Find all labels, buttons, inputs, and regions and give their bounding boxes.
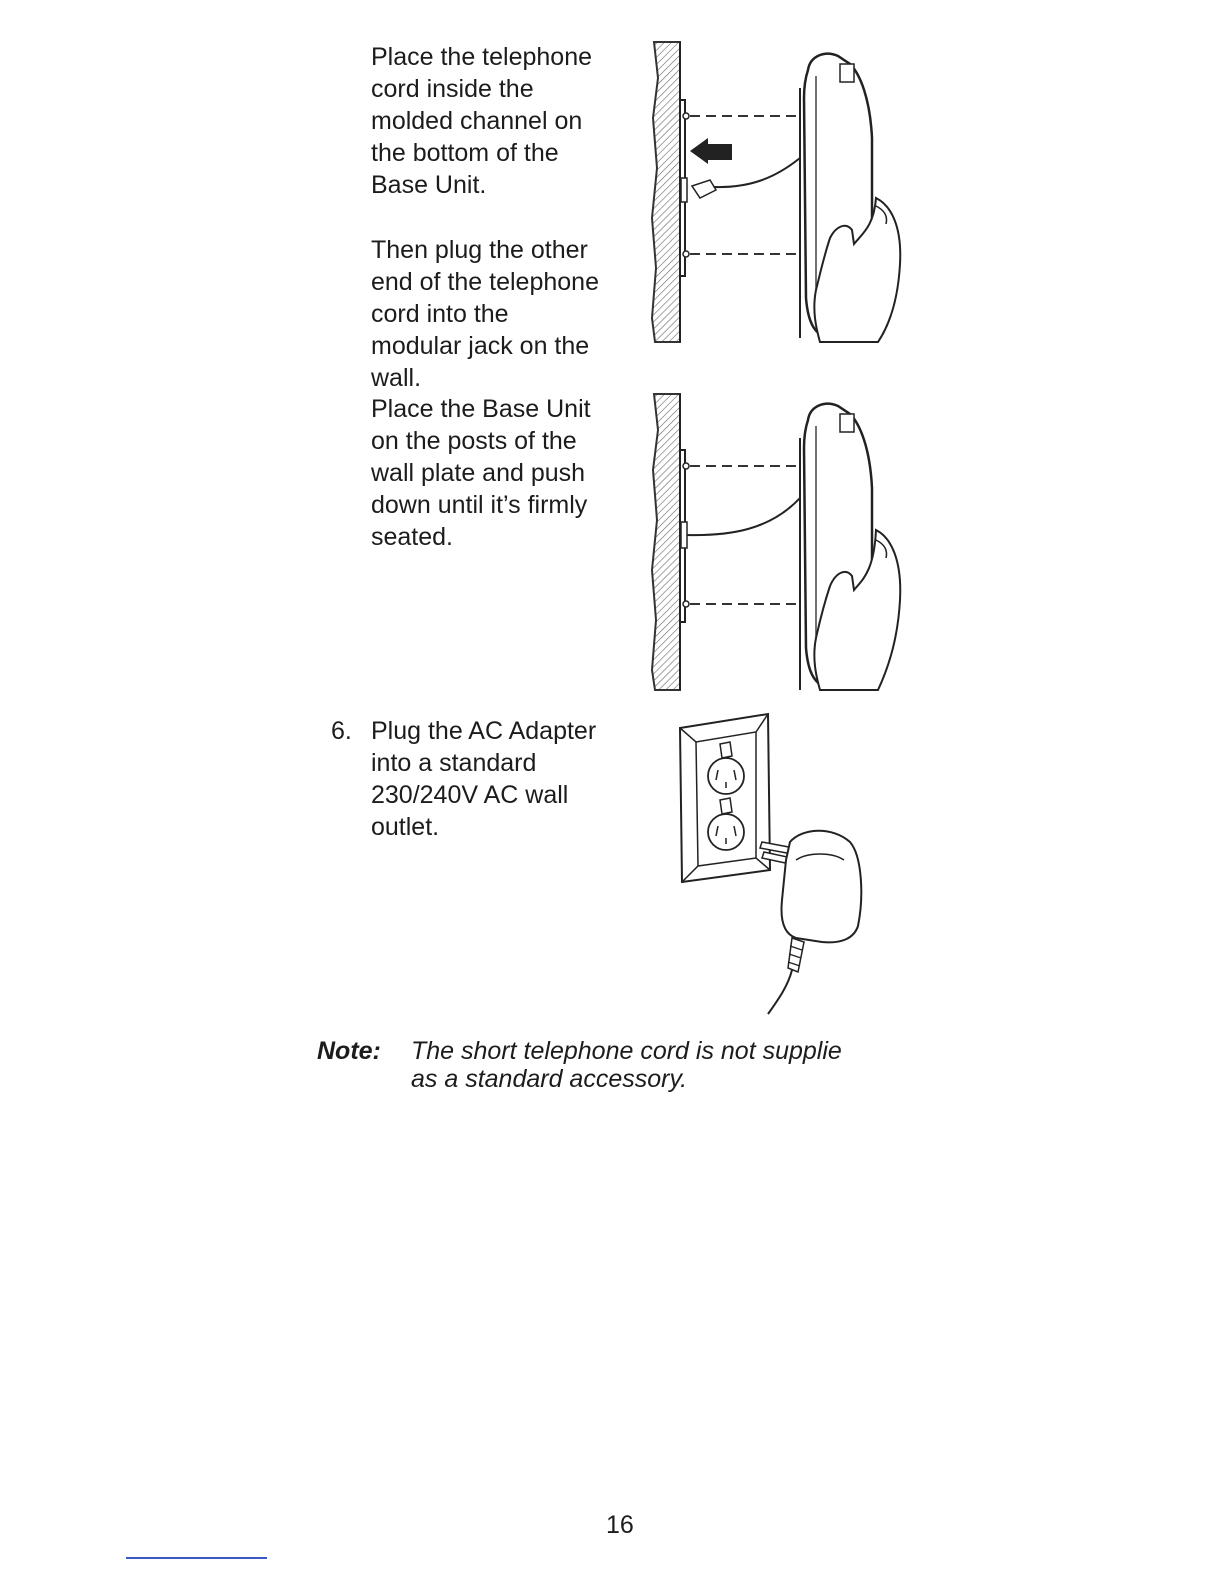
step-seat-text <box>371 393 591 553</box>
wall-mount-insert-icon <box>640 38 910 348</box>
text-line: on the posts of the <box>371 427 577 455</box>
step-channel-text <box>371 41 592 201</box>
note-line: as a standard accessory. <box>411 1065 688 1093</box>
text-line: Plug the AC Adapter <box>371 717 597 745</box>
note-line: The short telephone cord is not supplie <box>411 1037 842 1065</box>
step-number: 6. <box>331 717 352 745</box>
note-text <box>411 1037 842 1093</box>
ac-outlet-adapter-icon <box>672 710 872 1020</box>
step-adapter-text <box>371 715 596 843</box>
text-line: cord inside the <box>371 75 534 103</box>
text-line: down until it’s firmly <box>371 491 588 519</box>
text-line: the bottom of the <box>371 139 559 167</box>
text-line: cord into the <box>371 300 509 328</box>
text-line: 230/240V AC wall <box>371 781 569 809</box>
text-line: Place the Base Unit <box>371 395 591 423</box>
text-line: end of the telephone <box>371 268 599 296</box>
note-label: Note: <box>317 1037 381 1065</box>
text-line: Place the telephone <box>371 43 593 71</box>
text-line: into a standard <box>371 749 537 777</box>
wall-mount-seated-icon <box>640 390 910 700</box>
text-line: Then plug the other <box>371 236 588 264</box>
text-line: Base Unit. <box>371 171 487 199</box>
text-line: outlet. <box>371 813 440 841</box>
text-line: modular jack on the <box>371 332 590 360</box>
footer-rule <box>126 1557 267 1559</box>
page-number: 16 <box>606 1511 634 1539</box>
text-line: wall plate and push <box>371 459 586 487</box>
text-line: molded channel on <box>371 107 583 135</box>
text-line: wall. <box>371 364 422 392</box>
text-line: seated. <box>371 523 454 551</box>
step-plug-text <box>371 234 599 394</box>
